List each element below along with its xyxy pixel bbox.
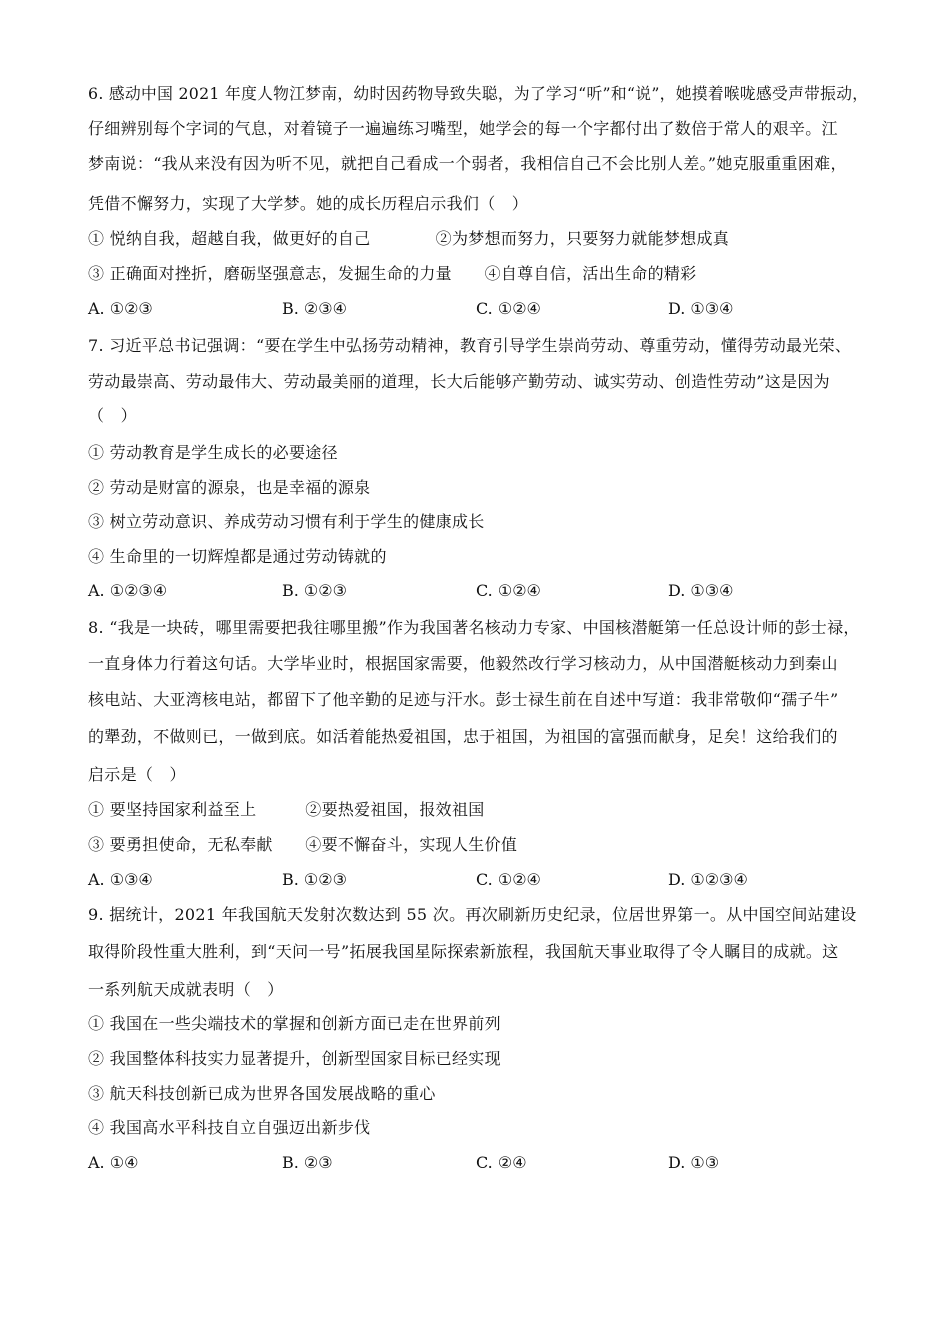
question-9-option-b: B. ②③ (282, 1153, 333, 1172)
question-7-statement-3: ③ 树立劳动意识、养成劳动习惯有利于学生的健康成长 (88, 512, 485, 531)
question-6-option-c: C. ①②④ (476, 299, 541, 318)
question-8-line-2: 一直身体力行着这句话。大学毕业时，根据国家需要，他毅然改行学习核动力，从中国潜艇核动力到秦山 (88, 654, 838, 673)
question-8-line-5: 启示是（ ） (88, 765, 186, 784)
question-7-option-d: D. ①③④ (668, 581, 734, 600)
question-9-statement-4: ④ 我国高水平科技自立自强迈出新步伐 (88, 1118, 371, 1137)
question-8-statement-1-2: ① 要坚持国家利益至上 ②要热爱祖国，报效祖国 (88, 800, 485, 819)
question-7-line-2: 劳动最崇高、劳动最伟大、劳动最美丽的道理，长大后能够产勤劳动、诚实劳动、创造性劳动”这是因为 (88, 372, 830, 391)
question-9-option-d: D. ①③ (668, 1153, 720, 1172)
question-7-line-3: （ ） (88, 406, 137, 425)
question-6-option-b: B. ②③④ (282, 299, 347, 318)
question-9-option-c: C. ②④ (476, 1153, 527, 1172)
question-7-statement-2: ② 劳动是财富的源泉，也是幸福的源泉 (88, 478, 371, 497)
question-9-statement-2: ② 我国整体科技实力显著提升，创新型国家目标已经实现 (88, 1049, 501, 1068)
question-8-option-a: A. ①③④ (88, 870, 153, 889)
question-9-statement-1: ① 我国在一些尖端技术的掌握和创新方面已走在世界前列 (88, 1014, 501, 1033)
question-8-option-b: B. ①②③ (282, 870, 347, 889)
question-6-option-a: A. ①②③ (88, 299, 153, 318)
question-6-statement-3-4: ③ 正确面对挫折，磨砺坚强意志，发掘生命的力量 ④自尊自信，活出生命的精彩 (88, 264, 697, 283)
question-8-line-3: 核电站、大亚湾核电站，都留下了他辛勤的足迹与汗水。彭士禄生前在自述中写道：我非常敬仰“孺子牛” (88, 690, 839, 709)
question-7-option-b: B. ①②③ (282, 581, 347, 600)
question-8-option-d: D. ①②③④ (668, 870, 748, 889)
question-8-statement-3-4: ③ 要勇担使命，无私奉献 ④要不懈奋斗，实现人生价值 (88, 835, 518, 854)
question-8-line-4: 的犟劲，不做则已，一做到底。如活着能热爱祖国，忠于祖国，为祖国的富强而献身，足矣！这给我们的 (88, 727, 838, 746)
question-7-line-1: 7. 习近平总书记强调：“要在学生中弘扬劳动精神，教育引导学生崇尚劳动、尊重劳动，懂得劳动最光荣、 (88, 336, 852, 355)
question-9-line-1: 9. 据统计，2021 年我国航天发射次数达到 55 次。再次刷新历史纪录，位居世界第一。从中国空间站建设 (88, 905, 857, 924)
question-8-option-c: C. ①②④ (476, 870, 541, 889)
question-6-option-d: D. ①③④ (668, 299, 734, 318)
question-7-statement-1: ① 劳动教育是学生成长的必要途径 (88, 443, 338, 462)
question-7-statement-4: ④ 生命里的一切辉煌都是通过劳动铸就的 (88, 547, 387, 566)
question-6-line-3: 梦南说：“我从来没有因为听不见，就把自己看成一个弱者，我相信自己不会比别人差。”她克服重重困难， (88, 154, 847, 173)
question-7-option-a: A. ①②③④ (88, 581, 168, 600)
question-6-line-2: 仔细辨别每个字词的气息，对着镜子一遍遍练习嘴型，她学会的每一个字都付出了数倍于常人的艰辛。江 (88, 119, 838, 138)
question-6-line-1: 6. 感动中国 2021 年度人物江梦南，幼时因药物导致失聪，为了学习“听”和“说”，她摸着喉咙感受声带振动， (88, 84, 869, 103)
question-9-option-a: A. ①④ (88, 1153, 139, 1172)
question-9-line-2: 取得阶段性重大胜利，到“天问一号”拓展我国星际探索新旅程，我国航天事业取得了令人瞩目的成就。这 (88, 942, 839, 961)
question-6-line-4: 凭借不懈努力，实现了大学梦。她的成长历程启示我们（ ） (88, 194, 529, 213)
question-8-line-1: 8. “我是一块砖，哪里需要把我往哪里搬”作为我国著名核动力专家、中国核潜艇第一任总设计师的彭士禄， (88, 618, 860, 637)
question-7-option-c: C. ①②④ (476, 581, 541, 600)
question-9-line-3: 一系列航天成就表明（ ） (88, 980, 284, 999)
question-6-statement-1-2: ① 悦纳自我，超越自我，做更好的自己 ②为梦想而努力，只要努力就能梦想成真 (88, 229, 730, 248)
question-9-statement-3: ③ 航天科技创新已成为世界各国发展战略的重心 (88, 1084, 436, 1103)
